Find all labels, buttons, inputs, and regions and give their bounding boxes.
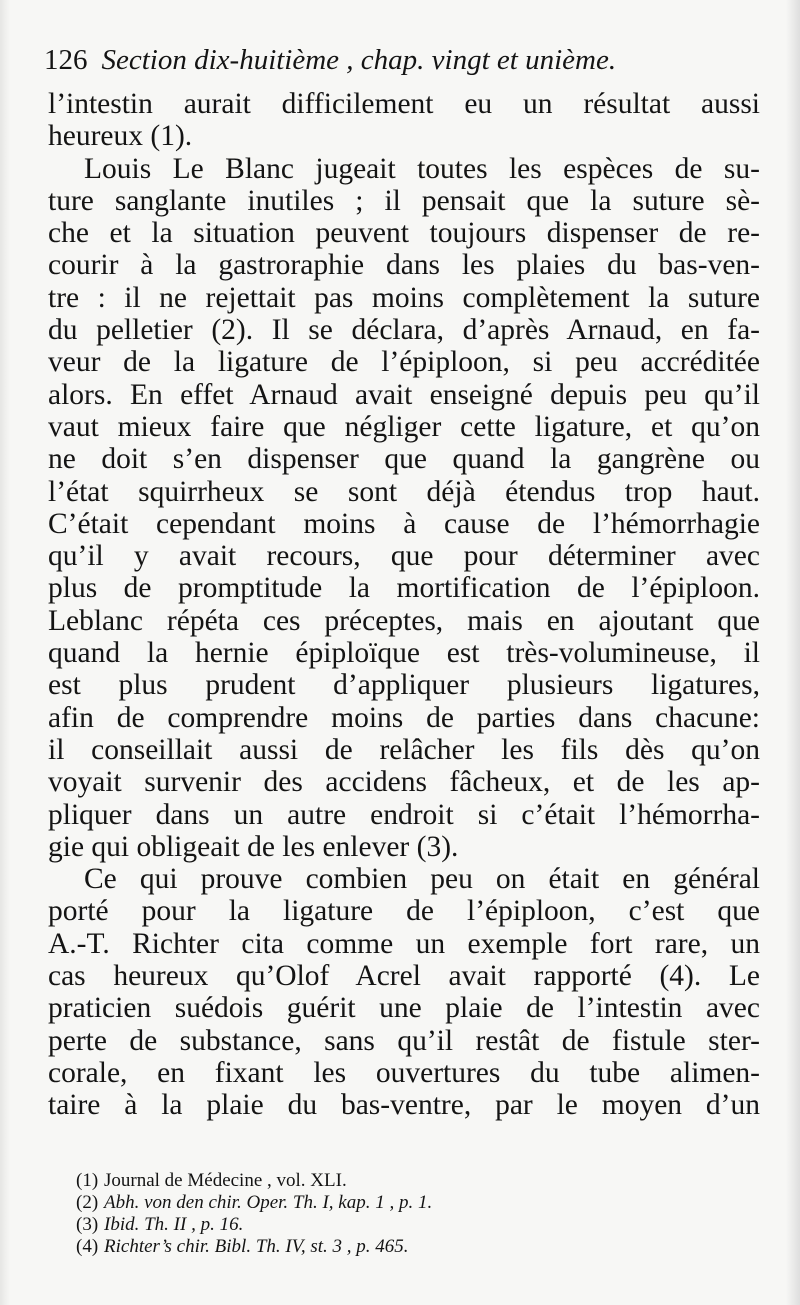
text-line: ne doit s’en dispenser que quand la gangrène ou: [48, 443, 760, 476]
footnotes: [76, 1170, 756, 1258]
text-line: veur de la ligature de l’épiploon, si peu accréditée: [48, 346, 760, 379]
footnote-text: Ibid. Th. II , p. 16.: [104, 1214, 244, 1235]
page-edge-shadow-left: [0, 0, 10, 1305]
footnote-number: (1): [76, 1170, 99, 1191]
text-line: alors. En effet Arnaud avait enseigné depuis peu qu’il: [48, 378, 760, 411]
footnote-text: Abh. von den chir. Oper. Th. I, kap. 1 , p. 1.: [104, 1192, 433, 1213]
text-line: voyait survenir des accidens fâcheux, et de les ap-: [48, 766, 760, 799]
text-line: taire à la plaie du bas-ventre, par le moyen d’un: [48, 1089, 760, 1122]
running-header: [44, 44, 764, 84]
footnote-number: (4): [76, 1236, 99, 1257]
text-line: cas heureux qu’Olof Acrel avait rapporté (4). Le: [48, 960, 760, 993]
footnote: [76, 1214, 756, 1236]
text-line: pliquer dans un autre endroit si c’était l’hémorrha-: [48, 798, 760, 831]
text-line: vaut mieux faire que négliger cette ligature, et qu’on: [48, 410, 760, 443]
running-title: Section dix-huitième , chap. vingt et unième.: [101, 44, 617, 76]
text-line: afin de comprendre moins de parties dans chacune:: [48, 701, 760, 734]
text-line: quand la hernie épiploïque est très-volumineuse, il: [48, 637, 760, 670]
footnote-text: Journal de Médecine , vol. XLI.: [104, 1170, 347, 1191]
text-line: qu’il y avait recours, que pour déterminer avec: [48, 540, 760, 573]
page-number: 126: [44, 44, 88, 76]
text-line: est plus prudent d’appliquer plusieurs ligatures,: [48, 669, 760, 702]
text-line: porté pour la ligature de l’épiploon, c’est que: [48, 895, 760, 928]
text-line: che et la situation peuvent toujours dispenser de re-: [48, 217, 760, 250]
text-line: ture sanglante inutiles ; il pensait que la suture sè-: [48, 184, 760, 217]
text-line: corale, en fixant les ouvertures du tube alimen-: [48, 1056, 760, 1089]
text-line: courir à la gastroraphie dans les plaies du bas-ven-: [48, 249, 760, 282]
footnote-number: (2): [76, 1192, 99, 1213]
text-line: tre : il ne rejettait pas moins complètement la suture: [48, 281, 760, 314]
text-line: perte de substance, sans qu’il restât de fistule ster-: [48, 1024, 760, 1057]
text-line: A.-T. Richter cita comme un exemple fort rare, un: [48, 927, 760, 960]
page-edge-shadow-right: [786, 0, 800, 1305]
body-text: [48, 88, 760, 1122]
text-line: du pelletier (2). Il se déclara, d’après Arnaud, en fa-: [48, 314, 760, 347]
footnote: [76, 1192, 756, 1214]
footnote: [76, 1236, 756, 1258]
text-line: plus de promptitude la mortification de l’épiploon.: [48, 572, 760, 605]
footnote-number: (3): [76, 1214, 99, 1235]
footnote: [76, 1170, 756, 1192]
text-line: C’était cependant moins à cause de l’hémorrhagie: [48, 507, 760, 540]
text-line: l’état squirrheux se sont déjà étendus trop haut.: [48, 475, 760, 508]
text-line: il conseillait aussi de relâcher les fils dès qu’on: [48, 733, 760, 766]
text-line: Louis Le Blanc jugeait toutes les espèces de su-: [84, 152, 760, 185]
text-line: gie qui obligeait de les enlever (3).: [48, 830, 459, 863]
footnote-text: Richter’s chir. Bibl. Th. IV, st. 3 , p. 465.: [104, 1236, 409, 1257]
text-line: praticien suédois guérit une plaie de l’intestin avec: [48, 992, 760, 1025]
text-line: Leblanc répéta ces préceptes, mais en ajoutant que: [48, 604, 760, 637]
text-line: heureux (1).: [48, 120, 193, 153]
text-line: Ce qui prouve combien peu on était en général: [84, 863, 760, 896]
text-line: l’intestin aurait difficilement eu un résultat aussi: [48, 88, 760, 120]
